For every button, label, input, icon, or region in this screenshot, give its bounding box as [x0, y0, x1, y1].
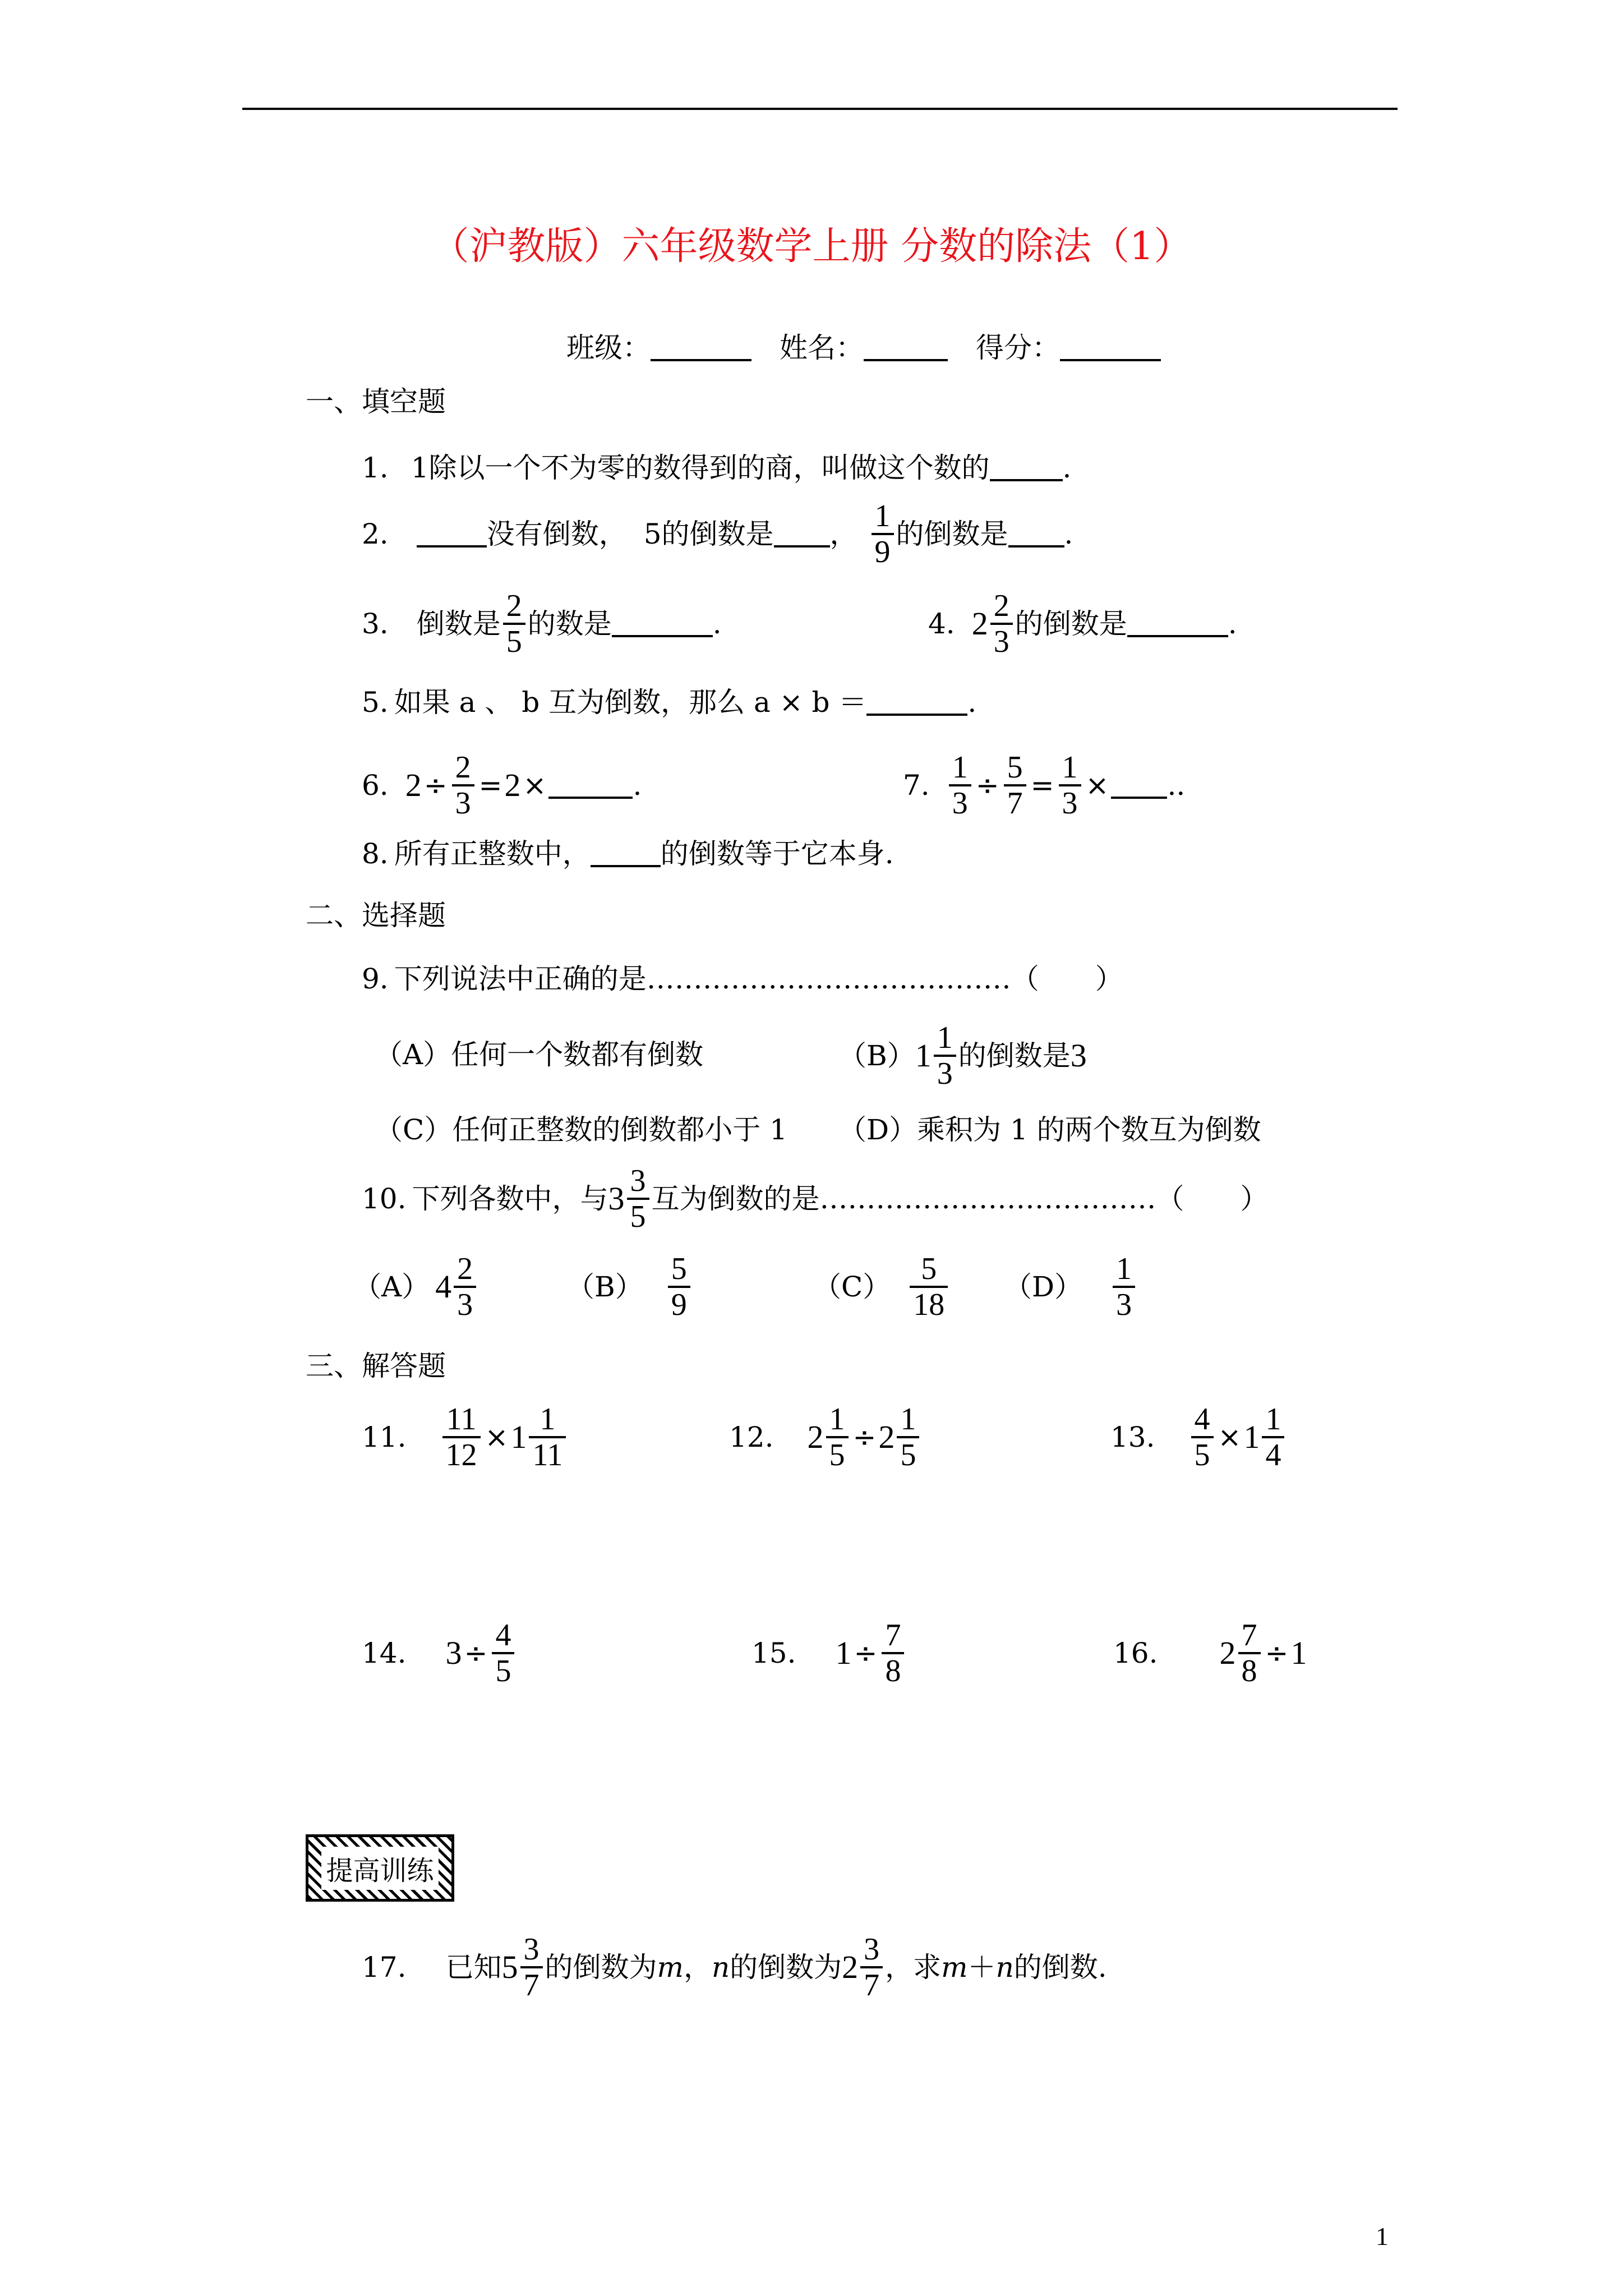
q12-fraction-1: $\frac{1}{5}$: [826, 1402, 849, 1472]
q9-option-a[interactable]: （A）任何一个数都有倒数: [375, 1038, 704, 1071]
section3-heading: 三、解答题: [306, 1350, 446, 1382]
q10-optc-fraction: $\frac{5}{18}$: [910, 1252, 948, 1322]
question-10: [362, 1164, 1269, 1234]
question-11: [362, 1402, 568, 1472]
q9-optb-prefix: （B）: [838, 1039, 915, 1072]
q14-op: ÷: [464, 1637, 488, 1669]
name-label: 姓名：: [780, 332, 864, 364]
q17-fraction-2: $\frac{3}{7}$: [860, 1932, 883, 2002]
q5-number: 5.: [362, 686, 389, 719]
question-7: [903, 751, 1185, 820]
q12-whole-1: 2: [807, 1419, 824, 1455]
q1-end: .: [1062, 452, 1072, 484]
q2-sep: ，: [829, 518, 858, 550]
q16-b: 1: [1290, 1635, 1307, 1671]
q15-fraction: $\frac{7}{8}$: [882, 1618, 904, 1688]
q11-op: ×: [485, 1421, 509, 1453]
q10-opta-label: （A）: [353, 1271, 430, 1303]
improvement-badge: [306, 1834, 454, 1902]
q8-text-b: 的倒数等于它本身: [660, 838, 885, 870]
question-17: [362, 1932, 1107, 2002]
q1-number: 1.: [362, 452, 389, 484]
question-4: [928, 589, 1237, 659]
q4-fraction: $\frac{2}{3}$: [990, 589, 1013, 659]
q14-a: 3: [445, 1635, 462, 1671]
question-15: [751, 1618, 906, 1688]
q9-optb-whole: 1: [915, 1037, 932, 1074]
q10-option-c[interactable]: [813, 1252, 950, 1322]
q10-whole: 3: [608, 1180, 625, 1217]
question-2: [362, 499, 1073, 569]
q8-blank[interactable]: [591, 840, 661, 867]
q6-op1: ÷: [423, 769, 448, 802]
name-field[interactable]: [864, 334, 948, 361]
q6-eq: =: [478, 769, 502, 802]
q9-number: 9.: [362, 963, 389, 995]
q8-end: .: [884, 838, 894, 870]
q10-text-a: 下列各数中，与: [412, 1182, 608, 1215]
q8-number: 8.: [362, 838, 389, 870]
q4-whole: 2: [971, 605, 988, 642]
q9-text: 下列说法中正确的是…………………………………（ ）: [394, 963, 1123, 995]
q6-number: 6.: [362, 769, 389, 802]
score-label: 得分：: [976, 332, 1060, 364]
q13-fraction-1: $\frac{4}{5}$: [1191, 1402, 1214, 1472]
q6-blank[interactable]: [548, 772, 633, 799]
q4-number: 4.: [928, 608, 955, 640]
q17-var-m: m: [657, 1951, 684, 1984]
q17-sep: ，: [683, 1951, 712, 1984]
q10-option-b[interactable]: [566, 1252, 693, 1322]
page-title: （沪教版）六年级数学上册 分数的除法（1）: [431, 224, 1192, 269]
section1-heading: 一、填空题: [306, 385, 446, 418]
q13-fraction-2: $\frac{1}{4}$: [1262, 1402, 1284, 1472]
q5-end: .: [967, 686, 977, 719]
question-1: [362, 451, 1071, 485]
q17-plus: ＋: [967, 1951, 996, 1984]
q6-end: .: [633, 769, 642, 802]
q3-text-b: 的数是: [527, 608, 612, 640]
q17-text-e: 的倒数.: [1013, 1951, 1107, 1984]
q7-eq: =: [1030, 769, 1054, 802]
class-field[interactable]: [651, 334, 751, 361]
q16-number: 16.: [1113, 1637, 1158, 1669]
q10-optd-label: （D）: [1004, 1271, 1083, 1303]
question-16: [1113, 1618, 1307, 1688]
q12-op: ÷: [852, 1421, 877, 1453]
q9-option-c[interactable]: （C）任何正整数的倒数都小于 1: [375, 1114, 787, 1146]
q17-text-b: 的倒数为: [545, 1951, 657, 1984]
q2-text-c: 的倒数是: [896, 518, 1008, 550]
q17-text-a: 已知: [445, 1951, 502, 1984]
q17-var-n2: n: [995, 1951, 1014, 1984]
q2-fraction: $\frac{1}{9}$: [872, 499, 894, 569]
q14-fraction: $\frac{4}{5}$: [492, 1618, 514, 1688]
q2-blank-1[interactable]: [417, 521, 487, 547]
q7-fraction-2: $\frac{5}{7}$: [1004, 751, 1026, 820]
question-6: [362, 751, 642, 820]
q13-op: ×: [1218, 1421, 1242, 1453]
q15-number: 15.: [751, 1637, 796, 1669]
q6-op2: ×: [523, 769, 547, 802]
q5-text: 如果 a 、 b 互为倒数，那么 a × b ＝: [394, 686, 867, 719]
q10-number: 10.: [362, 1182, 407, 1215]
q7-op1: ÷: [975, 769, 999, 802]
question-13: [1110, 1402, 1287, 1472]
q17-text-c: 的倒数为: [730, 1951, 842, 1984]
q7-fraction-1: $\frac{1}{3}$: [949, 751, 971, 820]
q7-fraction-3: $\frac{1}{3}$: [1059, 751, 1081, 820]
q3-end: .: [712, 608, 722, 640]
q11-fraction-2: $\frac{1}{11}$: [529, 1402, 566, 1472]
question-3: [362, 589, 722, 659]
q16-fraction: $\frac{7}{8}$: [1238, 1618, 1261, 1688]
q16-op: ÷: [1265, 1637, 1289, 1669]
q17-var-n: n: [711, 1951, 730, 1984]
q6-b: 2: [504, 767, 521, 803]
q10-optd-fraction: $\frac{1}{3}$: [1113, 1252, 1135, 1322]
q11-fraction-1: $\frac{11}{12}$: [442, 1402, 481, 1472]
q2-text-a: 没有倒数，: [486, 518, 627, 550]
q2-text-b: 5的倒数是: [643, 518, 774, 550]
q10-optb-fraction: $\frac{5}{9}$: [668, 1252, 690, 1322]
q16-whole: 2: [1219, 1635, 1236, 1671]
q13-whole: 1: [1243, 1419, 1260, 1455]
question-8: [362, 837, 894, 871]
q12-whole-2: 2: [878, 1419, 895, 1455]
q3-fraction: $\frac{2}{5}$: [503, 589, 525, 659]
q3-number: 3.: [362, 608, 389, 640]
q5-blank[interactable]: [866, 689, 967, 716]
q10-option-d[interactable]: [1004, 1252, 1137, 1322]
header-rule: [242, 108, 1398, 110]
q11-number: 11.: [362, 1421, 407, 1453]
q15-a: 1: [835, 1635, 852, 1671]
q10-opta-whole: 4: [435, 1268, 452, 1305]
q4-blank[interactable]: [1127, 610, 1228, 637]
q17-whole-1: 5: [501, 1949, 518, 1985]
q10-optc-label: （C）: [813, 1271, 891, 1303]
q9-optb-value: 3: [1070, 1037, 1087, 1074]
q9-optb-fraction: $\frac{1}{3}$: [934, 1021, 956, 1091]
q6-fraction: $\frac{2}{3}$: [452, 751, 474, 820]
q7-blank[interactable]: [1111, 772, 1167, 799]
question-14: [362, 1618, 517, 1688]
q2-blank-2[interactable]: [774, 521, 830, 547]
q10-option-a[interactable]: [353, 1252, 478, 1322]
page-number: 1: [1376, 2222, 1389, 2251]
q3-text-a: 倒数是: [416, 608, 501, 640]
q17-whole-2: 2: [842, 1949, 859, 1985]
q8-text-a: 所有正整数中，: [394, 838, 591, 870]
q10-opta-fraction: $\frac{2}{3}$: [454, 1252, 476, 1322]
question-5: [362, 685, 976, 719]
q9-optb-text: 的倒数是: [958, 1039, 1071, 1072]
q4-end: .: [1228, 608, 1237, 640]
class-label: 班级：: [566, 332, 651, 364]
q10-text-b: 互为倒数的是………………………………（ ）: [651, 1182, 1269, 1215]
question-12: [729, 1402, 921, 1472]
q10-optb-label: （B）: [566, 1271, 643, 1303]
q7-end: ..: [1167, 769, 1186, 802]
q9-option-d[interactable]: （D）乘积为 1 的两个数互为倒数: [838, 1114, 1261, 1146]
q2-blank-3[interactable]: [1008, 521, 1064, 547]
q7-number: 7.: [903, 769, 930, 802]
score-field[interactable]: [1060, 334, 1161, 361]
badge-label: 提高训练: [321, 1847, 438, 1890]
q17-text-d: ，求: [885, 1951, 942, 1984]
q2-end: .: [1064, 518, 1073, 550]
q13-number: 13.: [1110, 1421, 1155, 1453]
q6-a: 2: [405, 767, 422, 803]
q4-text: 的倒数是: [1015, 608, 1127, 640]
q14-number: 14.: [362, 1637, 407, 1669]
q1-blank[interactable]: [990, 454, 1063, 481]
q12-number: 12.: [729, 1421, 774, 1453]
q2-number: 2.: [362, 518, 389, 550]
q17-var-m2: m: [941, 1951, 968, 1984]
q11-whole: 1: [510, 1419, 527, 1455]
q3-blank[interactable]: [612, 610, 713, 637]
q15-op: ÷: [854, 1637, 878, 1669]
q17-number: 17.: [362, 1951, 407, 1984]
q1-text: 1除以一个不为零的数得到的商，叫做这个数的: [411, 452, 990, 484]
q17-fraction-1: $\frac{3}{7}$: [520, 1932, 543, 2002]
q9-option-b[interactable]: [838, 1021, 1087, 1091]
q10-fraction: $\frac{3}{5}$: [627, 1164, 649, 1234]
section2-heading: 二、选择题: [306, 899, 446, 932]
info-line: [566, 331, 1161, 365]
question-9: [362, 962, 1123, 996]
q12-fraction-2: $\frac{1}{5}$: [897, 1402, 919, 1472]
q7-op2: ×: [1085, 769, 1109, 802]
